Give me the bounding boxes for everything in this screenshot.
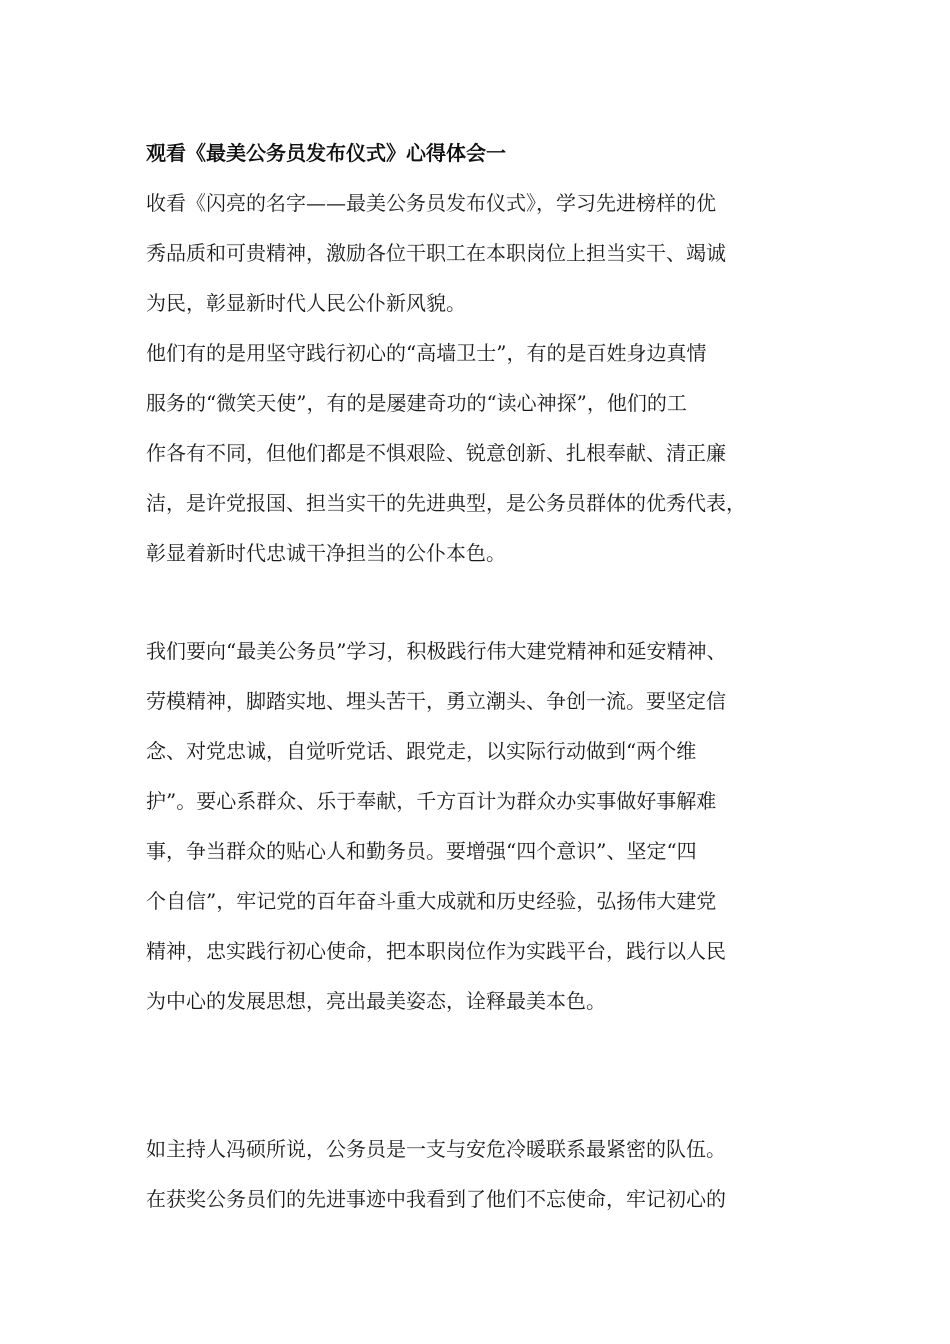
text-line: 护”。要心系群众、乐于奉献，千方百计为群众办实事做好事解难 xyxy=(146,789,717,813)
text-line: 彰显着新时代忠诚干净担当的公仆本色。 xyxy=(146,541,506,565)
text-line: 服务的“微笑天使”，有的是屡建奇功的“读心神探”，他们的工 xyxy=(146,391,687,415)
text-line: 个自信”，牢记党的百年奋斗重大成就和历史经验，弘扬伟大建党 xyxy=(146,889,717,913)
text-line: 在获奖公务员们的先进事迹中我看到了他们不忘使命，牢记初心的 xyxy=(146,1187,726,1211)
text-line: 为民，彰显新时代人民公仆新风貌。 xyxy=(146,291,466,315)
paragraph-4 xyxy=(146,1134,826,1234)
paragraph-2 xyxy=(146,338,826,588)
paragraph-1 xyxy=(146,188,826,338)
text-line: 收看《闪亮的名字——最美公务员发布仪式》，学习先进榜样的优 xyxy=(146,191,716,215)
text-line: 作各有不同，但他们都是不惧艰险、锐意创新、扎根奉献、清正廉 xyxy=(146,441,726,465)
text-line: 念、对党忠诚，自觉听党话、跟党走，以实际行动做到“两个维 xyxy=(146,739,697,763)
text-line: 事，争当群众的贴心人和勤务员。要增强“四个意识”、坚定“四 xyxy=(146,839,697,863)
text-line: 劳模精神，脚踏实地、埋头苦干，勇立潮头、争创一流。要坚定信 xyxy=(146,689,726,713)
document-title: 观看《最美公务员发布仪式》心得体会一 xyxy=(146,141,506,165)
text-line: 他们有的是用坚守践行初心的“高墙卫士”，有的是百姓身边真情 xyxy=(146,341,707,365)
text-line: 如主持人冯硕所说，公务员是一支与安危冷暖联系最紧密的队伍。 xyxy=(146,1137,726,1161)
text-line: 洁，是许党报国、担当实干的先进典型，是公务员群体的优秀代表， xyxy=(146,491,746,515)
text-line: 我们要向“最美公务员”学习，积极践行伟大建党精神和延安精神、 xyxy=(146,639,727,663)
paragraph-3 xyxy=(146,636,826,1036)
text-line: 秀品质和可贵精神，激励各位干职工在本职岗位上担当实干、竭诚 xyxy=(146,241,726,265)
text-line: 为中心的发展思想，亮出最美姿态，诠释最美本色。 xyxy=(146,989,606,1013)
text-line: 精神，忠实践行初心使命，把本职岗位作为实践平台，践行以人民 xyxy=(146,939,726,963)
